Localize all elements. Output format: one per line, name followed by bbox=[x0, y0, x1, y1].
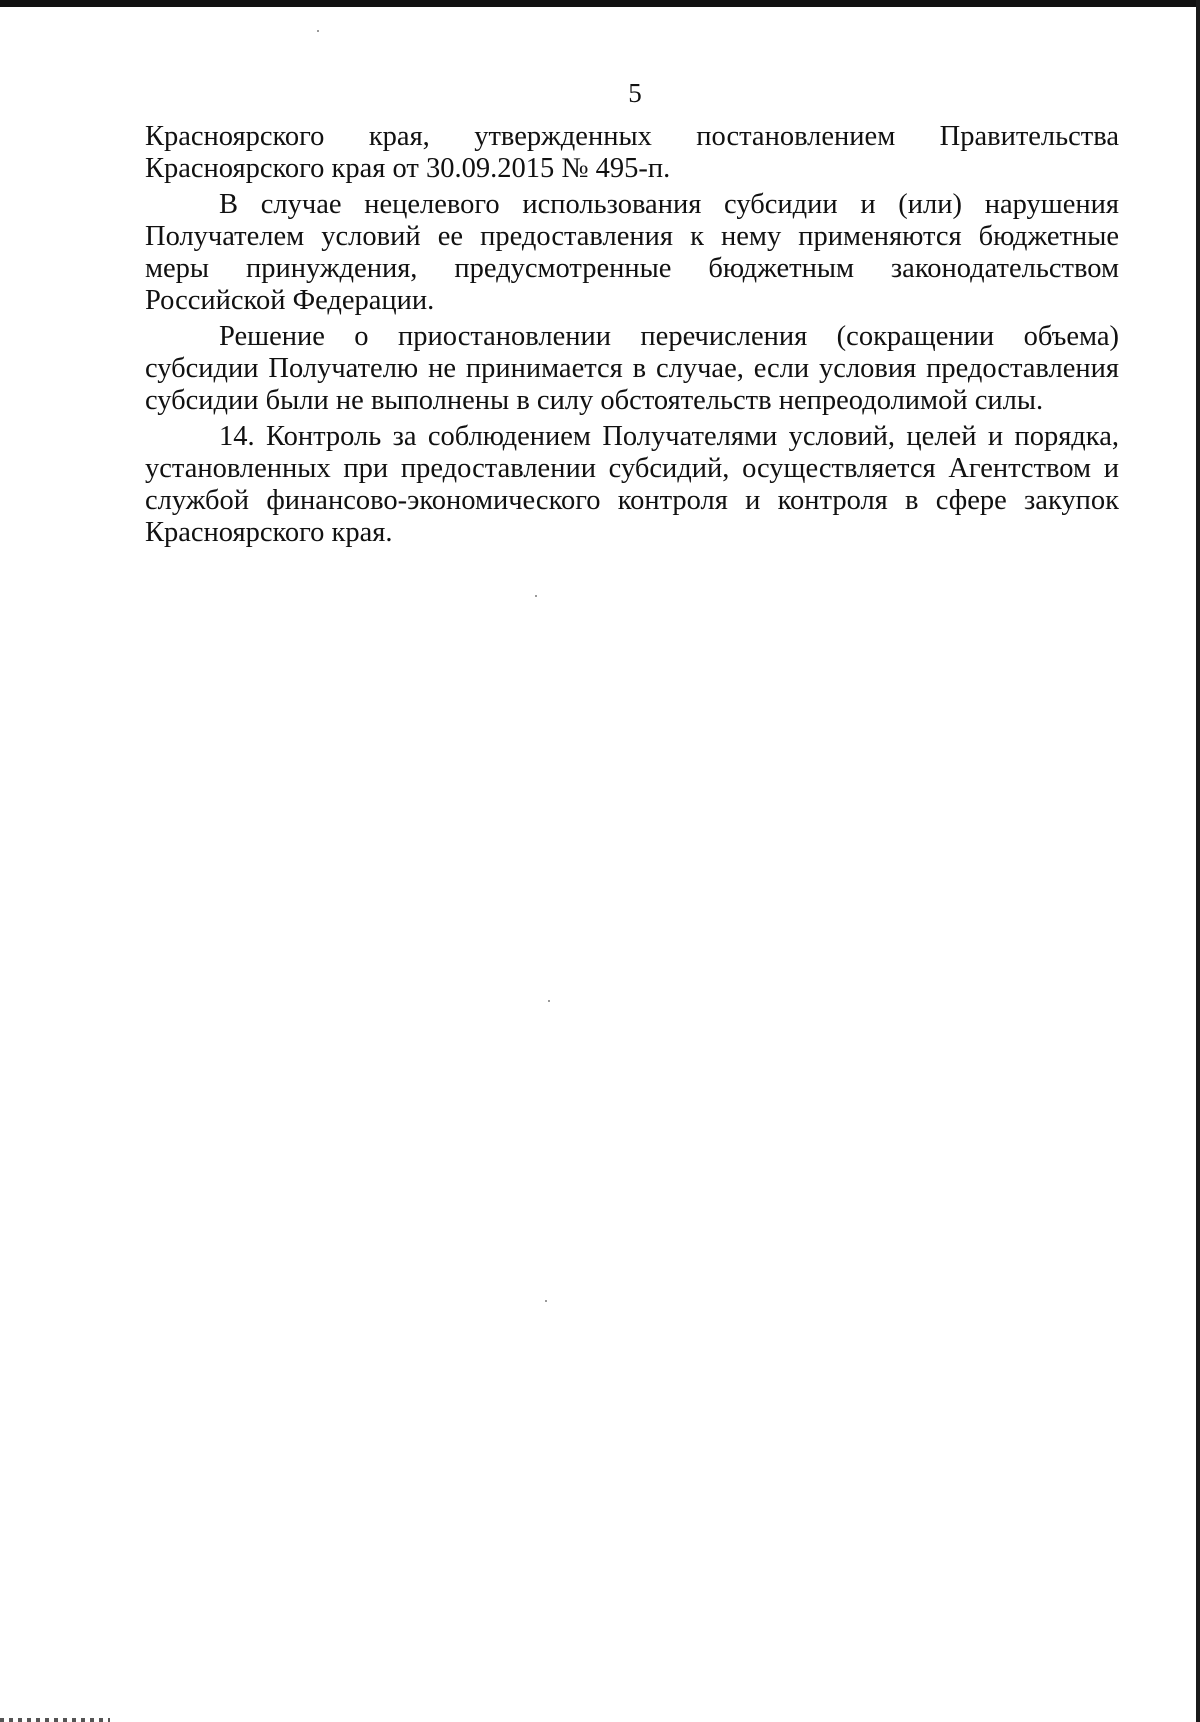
scan-speck bbox=[535, 595, 537, 597]
paragraph-continuation: Красноярского края, утвержденных постановлением Правительства Красноярского края от 30.09.2015 № 495-п. bbox=[145, 121, 1119, 184]
scan-bottom-edge bbox=[0, 1718, 110, 1722]
scan-speck bbox=[548, 1000, 550, 1002]
paragraph-suspension-decision: Решение о приостановлении перечисления (сокращении объема) субсидии Получателю не принимается в случае, если условия предоставления субсидии были не выполнены в силу обстоятельств непреодолимой силы. bbox=[145, 321, 1119, 416]
scan-speck bbox=[317, 30, 319, 32]
paragraph-budget-measures: В случае нецелевого использования субсидии и (или) нарушения Получателем условий ее предоставления к нему применяются бюджетные меры принуждения, предусмотренные бюджетным законодательством Российской Федерации. bbox=[145, 189, 1119, 316]
scan-speck bbox=[545, 1300, 547, 1302]
paragraph-item-14-control: 14. Контроль за соблюдением Получателями условий, целей и порядка, установленных при предоставлении субсидий, осуществляется Агентством и службой финансово-экономического контроля и контроля в сфере закупок Красноярского края. bbox=[145, 421, 1119, 548]
scan-right-edge bbox=[1196, 0, 1200, 1722]
scan-top-edge bbox=[0, 0, 1200, 7]
page-number: 5 bbox=[628, 78, 642, 108]
document-body bbox=[145, 121, 1119, 549]
